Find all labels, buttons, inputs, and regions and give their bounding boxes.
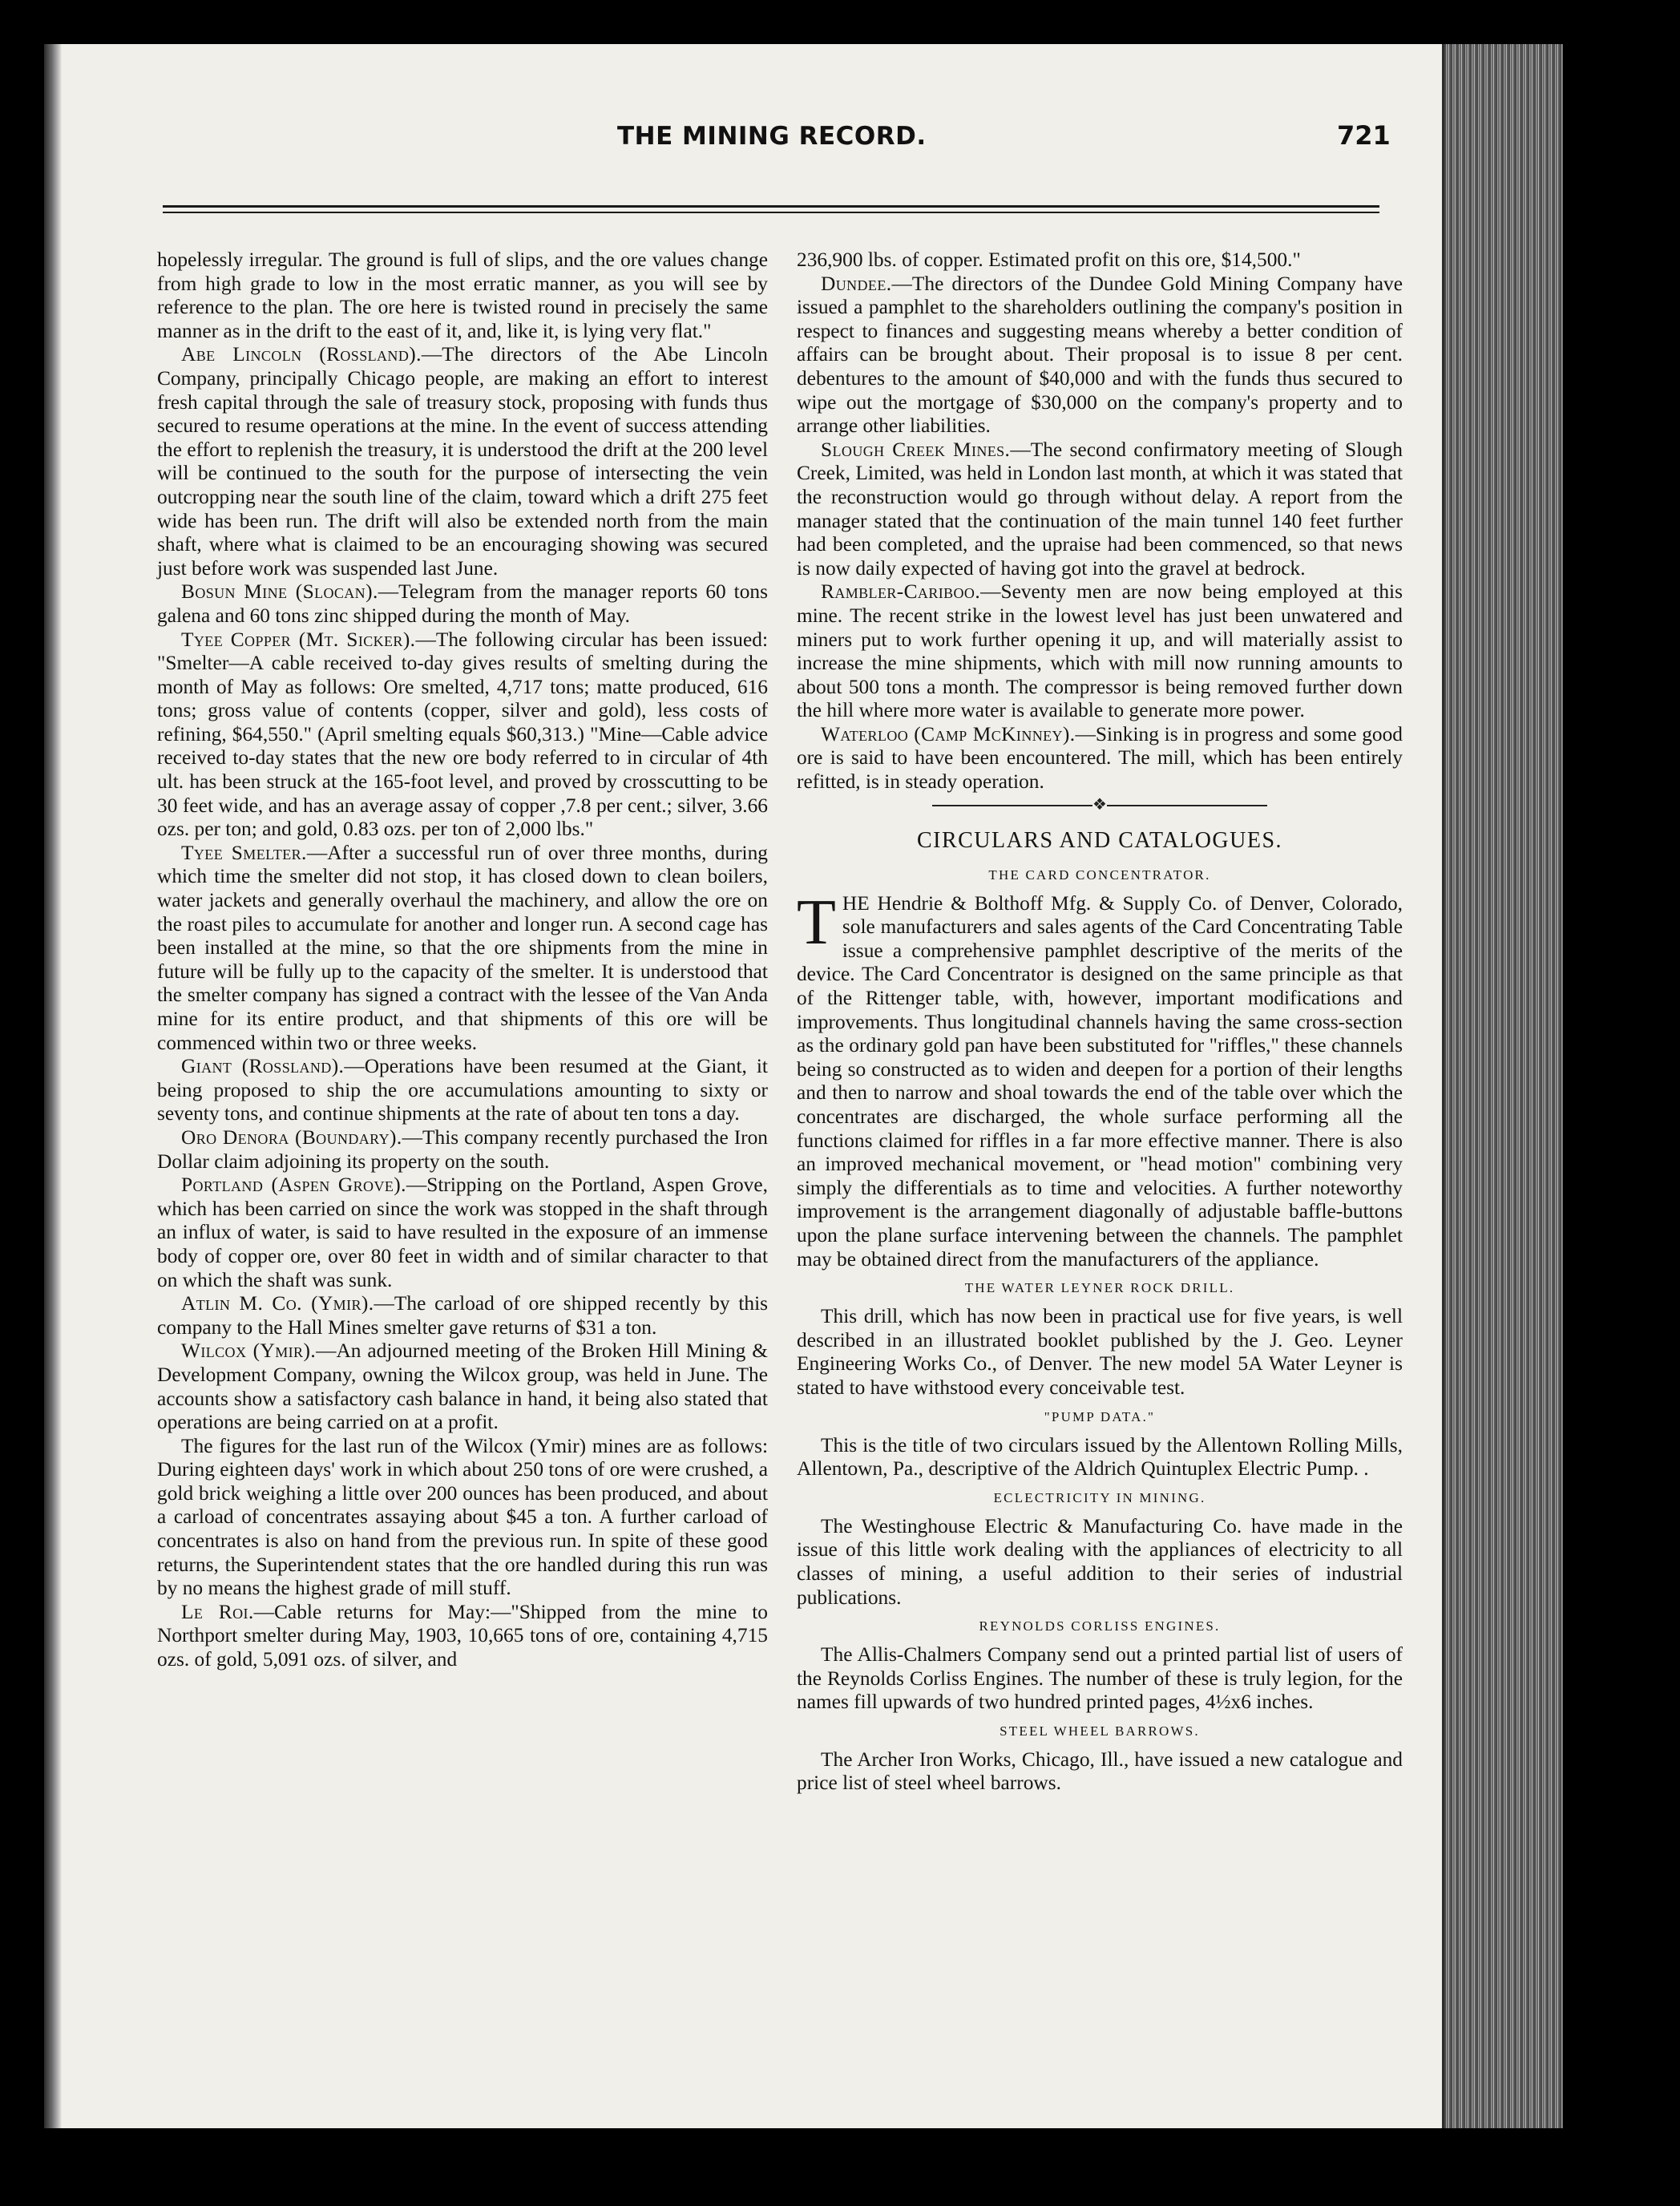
left-column [157,248,768,1672]
news-item-slough-creek [797,438,1403,581]
section-divider [797,796,1403,814]
news-item-rambler-cariboo [797,580,1403,723]
card-concentrator-text [797,887,1403,1272]
item-text: —Seventy men are now being employed at this mine. The recent strike in the lowest level has just been unwatered and miners put to work further opening it up, and will materially assist to increase the mine shipments, which with mill now running amounts to about 500 tons a month. The compressor is being removed further down the hill where more water is available to generate more power. [797,580,1403,722]
paragraph-continued: 236,900 lbs. of copper. Estimated profit on this ore, $14,500." [797,248,1301,271]
item-text: —Sinking is in progress and some good ore is said to have been encountered. The mill, which has been entirely refitted, is in steady operation. [797,722,1403,794]
item-text: —The second confirmatory meeting of Slough Creek, Limited, was held in London last month, at which it was stated that the reconstruction would go through without delay. A report from the manager stated that the continuation of the main tunnel 140 feet further had been completed, and the upraise had been commenced, so that news is now daily expected of having got into the gravel at bedrock. [797,438,1403,580]
item-text: —The carload of ore shipped recently by this company to the Hall Mines smelter gave returns of $31 a ton. [157,1292,768,1339]
subheading-wheel-barrows: STEEL WHEEL BARROWS. [1000,1723,1200,1739]
news-item-portland [157,1174,768,1292]
item-name: Wilcox (Ymir). [181,1339,317,1363]
item-text: —Telegram from the manager reports 60 tons galena and 60 tons zinc shipped during the month of May. [157,580,768,627]
item-name: Abe Lincoln (Rossland). [181,343,422,366]
item-name: Slough Creek Mines. [821,438,1011,461]
gutter-shadow [44,44,62,2128]
item-name: Bosun Mine (Slocan). [181,580,378,604]
book-page-edges [1442,44,1563,2128]
page-number: 721 [1337,120,1391,151]
news-item-waterloo [797,723,1403,794]
header-rule-thin [163,212,1379,213]
news-item-tyee-copper [157,628,768,842]
subheading-electricity: ECLECTRICITY IN MINING. [993,1489,1206,1505]
subheading-corliss-engines: REYNOLDS CORLISS ENGINES. [979,1618,1221,1634]
news-item-oro-denora [157,1126,768,1174]
news-item-wilcox [157,1339,768,1434]
leyner-drill-text: This drill, which has now been in practical use for five years, is well described in an illustrated booklet published by the J. Geo. Leyner Engineering Works Co., of Denver. The new model 5A Water Leyner is stated to have withstood every conceivable test. [797,1305,1403,1399]
item-text: —The directors of the Dundee Gold Mining Company have issued a pamphlet to the shareholders outlining the company's position in respect to finances and suggesting means whereby a better condition of affairs can be brought about. Their proposal is to issue 8 per cent. debentures to the amount of $40,000 and with the funds thus secured to wipe out the mortgage of $30,000 on the company's property and to arrange other liabilities. [797,272,1403,438]
news-item-dundee [797,273,1403,438]
news-item-abe-lincoln [157,343,768,580]
news-item-wilcox-figures: The figures for the last run of the Wilcox (Ymir) mines are as follows: During eighteen days' work in which about 250 tons of ore were crushed, a gold brick weighing a little over 200 ounces has been produced, and about a carload of concentrates assaying about $45 a ton. A further carload of concentrates is also on hand from the previous run. In spite of these good returns, the Superintendent states that the ore handled during this run was by no means the highest grade of mill stuff. [157,1434,768,1600]
item-text: —After a successful run of over three months, during which time the smelter did not stop, it has closed down to clean boilers, water jackets and generally overhaul the machinery, and allow the ore on the roast piles to accumulate for another and longer run. A second cage has been installed at the mine, so that the ore shipments from the mine in future will be fully up to the capacity of the smelter. It is understood that the smelter company has signed a contract with the lessee of the Van Anda mine for its entire product, and that shipments of this ore will be commenced within two or three weeks. [157,841,768,1054]
electricity-text: The Westinghouse Electric & Manufacturing Co. have made in the issue of this little work dealing with the appliances of electricity to all classes of mining, a useful addition to their series of industrial publications. [797,1514,1403,1609]
card-body: HE Hendrie & Bolthoff Mfg. & Supply Co. of Denver, Colorado, sole manufacturers and sales agents of the Card Concentrating Table issue a comprehensive pamphlet descriptive of the merits of the device. The Card Concentrator is designed on the same principle as that of the Rittenger table, with, however, important modifications and improvements. Thus longitudinal channels having the same cross-section as the ordinary gold pan have been substituted for "riffles," these channels being so constructed as to widen and deepen for a portion of their lengths and then to narrow and shoal towards the end of the table over which the concentrates are discharged, the whole surface performing all the functions claimed for riffles in a far more effective manner. There is also an improved mechanical movement, or "head motion" combining very simply the differentials as to time and velocities. A further noteworthy improvement is the arrangement diagonally of adjustable baffle-buttons upon the plane surface intervening between the channels. The pamphlet may be obtained direct from the manufacturers of the appliance. [797,891,1403,1271]
news-item-le-roi [157,1601,768,1672]
item-name: Portland (Aspen Grove). [181,1174,406,1197]
news-item-tyee-smelter [157,842,768,1055]
item-name: Waterloo (Camp McKinney). [821,722,1076,745]
header-rule-thick [163,205,1379,208]
item-name: Dundee. [821,272,892,295]
item-text: —The following circular has been issued: "Smelter—A cable received to-day gives results of smelting during the month of May as follows: Ore smelted, 4,717 tons; matte produced, 616 tons; gross value of contents (copper, silver and gold), less costs of refining, $64,550." (April smelting equals $60,313.) "Mine—Cable advice received to-day states that the new ore body referred to in circular of 4th ult. has been struck at the 165-foot level, and proved by crosscutting to be 30 feet wide, and has an average assay of copper ,7.8 per cent.; silver, 3.66 ozs. per ton; and gold, 0.83 ozs. per ton of 2,000 lbs." [157,628,769,841]
item-name: Giant (Rossland). [181,1055,345,1078]
journal-title: THE MINING RECORD. [617,122,927,151]
drop-cap: T [797,887,836,958]
news-item-giant [157,1055,768,1126]
pump-data-text: This is the title of two circulars issued by the Allentown Rolling Mills, Allentown, Pa., descriptive of the Aldrich Quintuplex Electric Pump. . [797,1433,1403,1481]
right-column [797,248,1403,1796]
corliss-engines-text: The Allis-Chalmers Company send out a printed partial list of users of the Reynolds Corliss Engines. The number of these is truly legion, for the names fill upwards of two hundred printed pages, 4½x6 inches. [797,1643,1403,1714]
item-text: —Operations have been resumed at the Giant, it being proposed to ship the ore accumulations amounting to sixty or seventy tons, and continue shipments at the rate of about ten tons a day. [157,1055,768,1125]
item-name: Le Roi. [181,1600,254,1623]
item-name: Oro Denora (Boundary). [181,1125,402,1149]
item-text: —The directors of the Abe Lincoln Company, principally Chicago people, are making an effort to interest fresh capital through the sale of treasury stock, proposing with funds thus secured to resume operations at the mine. In the event of success attending the effort to replenish the treasury, it is understood the drift at the 200 level will be continued to the south for the purpose of intersecting the vein outcropping near the south line of the claim, toward which a drift 275 feet wide has been run. The drift will also be extended north from the main shaft, where what is claimed to be an encouraging showing was secured just before work was suspended last June. [157,343,768,580]
wheel-barrows-text: The Archer Iron Works, Chicago, Ill., have issued a new catalogue and price list of steel wheel barrows. [797,1747,1403,1795]
paragraph-continued: hopelessly irregular. The ground is full of slips, and the ore values change from high grade to low in the most erratic manner, as you will see by reference to the plan. The ore here is twisted round in precisely the same manner as in the drift to the east of it, and, like it, is lying very flat." [157,248,768,342]
item-text: —Stripping on the Portland, Aspen Grove, which has been carried on since the work was stopped in the shaft through an influx of water, is said to have resulted in the exposure of an immense body of copper ore, over 80 feet in width and of similar character to that on which the shaft was sunk. [157,1174,768,1291]
news-item-atlin [157,1292,768,1339]
item-name: Tyee Copper (Mt. Sicker). [181,628,416,651]
subheading-card-concentrator: THE CARD CONCENTRATOR. [988,867,1211,883]
section-heading: CIRCULARS AND CATALOGUES. [916,827,1283,853]
item-name: Atlin M. Co. (Ymir). [181,1292,374,1315]
subheading-leyner-drill: THE WATER LEYNER ROCK DRILL. [964,1280,1235,1296]
news-item-bosun [157,580,768,628]
item-name: Tyee Smelter. [181,841,307,864]
subheading-pump-data: "PUMP DATA." [1044,1408,1156,1424]
item-text: —An adjourned meeting of the Broken Hill Mining & Development Company, owning the Wilcox group, was held in June. The accounts show a satisfactory cash balance in hand, it being also stated that operations are being carried on at a profit. [157,1339,769,1434]
item-name: Rambler-Cariboo. [821,580,981,604]
item-text: —Cable returns for May:—"Shipped from the mine to Northport smelter during May, 1903, 10,665 tons of ore, containing 4,715 ozs. of gold, 5,091 ozs. of silver, and [157,1600,768,1671]
item-text: —This company recently purchased the Iron Dollar claim adjoining its property on the south. [157,1125,768,1173]
divider-ornament-icon: ❖ [1092,795,1107,814]
